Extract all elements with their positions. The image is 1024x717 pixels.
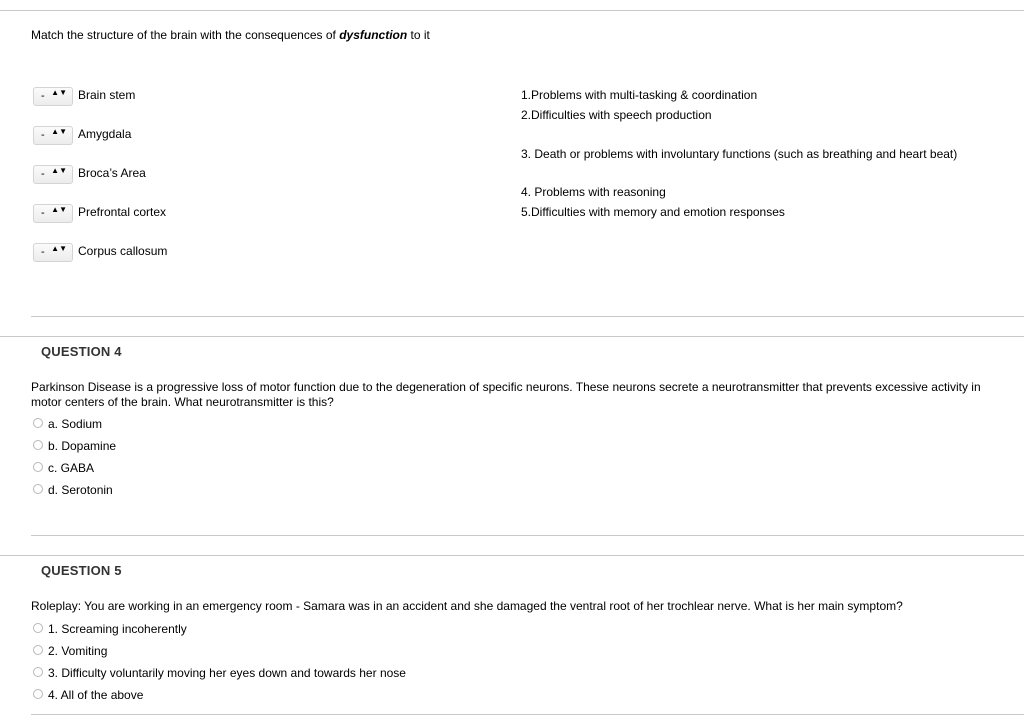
section-divider: [31, 535, 1024, 536]
match-select-amygdala[interactable]: [33, 126, 73, 145]
question-5-title: QUESTION 5: [41, 563, 122, 578]
select-arrows-icon: ▲▼: [51, 205, 67, 214]
match-select-brain-stem[interactable]: [33, 87, 73, 106]
match-select-corpus-callosum[interactable]: [33, 243, 73, 262]
question-5-text: Roleplay: You are working in an emergency room - Samara was in an accident and she damaged the ventral root of her trochlear nerve. What is her main symptom?: [31, 599, 903, 613]
consequence-text: Difficulties with memory and emotion responses: [531, 205, 785, 219]
radio-button[interactable]: [33, 667, 43, 677]
consequence-item: [521, 108, 712, 122]
select-value: -: [41, 90, 45, 102]
select-arrows-icon: ▲▼: [51, 166, 67, 175]
section-divider: [31, 316, 1024, 317]
option-label: 4. All of the above: [48, 688, 144, 702]
match-item-label: Amygdala: [78, 127, 132, 141]
consequence-number: 1.: [521, 88, 532, 102]
consequence-item: [521, 88, 757, 102]
option-label: 3. Difficulty voluntarily moving her eyes down and towards her nose: [48, 666, 406, 680]
consequence-number: 4.: [521, 185, 532, 199]
radio-button[interactable]: [33, 484, 43, 494]
select-arrows-icon: ▲▼: [51, 127, 67, 136]
consequence-number: 2.: [521, 108, 532, 122]
select-arrows-icon: ▲▼: [51, 88, 67, 97]
consequence-number: 5.: [521, 205, 532, 219]
q3-prompt: [31, 28, 430, 42]
match-item-label: Broca’s Area: [78, 166, 146, 180]
radio-button[interactable]: [33, 440, 43, 450]
consequence-text: Problems with multi-tasking & coordination: [531, 88, 758, 102]
option-label: b. Dopamine: [48, 439, 117, 453]
option-label: a. Sodium: [48, 417, 103, 431]
radio-button[interactable]: [33, 645, 43, 655]
select-value: -: [41, 168, 45, 180]
question-divider: [0, 555, 1024, 556]
q3-prompt-text: Match the structure of the brain with the consequences of: [31, 28, 340, 42]
select-arrows-icon: ▲▼: [51, 244, 67, 253]
radio-button[interactable]: [33, 418, 43, 428]
match-select-prefrontal-cortex[interactable]: [33, 204, 73, 223]
consequence-item: [521, 147, 957, 161]
consequence-text: Death or problems with involuntary functions (such as breathing and heart beat): [531, 147, 958, 161]
q3-prompt-tail: to it: [407, 28, 430, 42]
consequence-item: [521, 185, 666, 199]
consequence-item: [521, 205, 785, 219]
option-label: d. Serotonin: [48, 483, 113, 497]
option-label: c. GABA: [48, 461, 95, 475]
bottom-divider: [31, 714, 1024, 715]
consequence-number: 3.: [521, 147, 532, 161]
question-4-title: QUESTION 4: [41, 344, 122, 359]
radio-button[interactable]: [33, 623, 43, 633]
select-value: -: [41, 246, 45, 258]
match-item-label: Prefrontal cortex: [78, 205, 167, 219]
select-value: -: [41, 207, 45, 219]
match-item-label: Brain stem: [78, 88, 136, 102]
match-select-brocas-area[interactable]: [33, 165, 73, 184]
match-item-label: Corpus callosum: [78, 244, 168, 258]
option-label: 2. Vomiting: [48, 644, 108, 658]
select-value: -: [41, 129, 45, 141]
radio-button[interactable]: [33, 689, 43, 699]
consequence-text: Difficulties with speech production: [531, 108, 712, 122]
consequence-text: Problems with reasoning: [531, 185, 666, 199]
top-divider: [0, 10, 1024, 11]
radio-button[interactable]: [33, 462, 43, 472]
question-4-text: Parkinson Disease is a progressive loss of motor function due to the degeneration of specific neurons. These neurons secrete a neurotransmitter that prevents excessive activity in motor centers of the brain. What neurotransmitter is this?: [31, 380, 981, 409]
option-label: 1. Screaming incoherently: [48, 622, 187, 636]
q3-prompt-emphasis: dysfunction: [339, 28, 408, 42]
question-divider: [0, 336, 1024, 337]
